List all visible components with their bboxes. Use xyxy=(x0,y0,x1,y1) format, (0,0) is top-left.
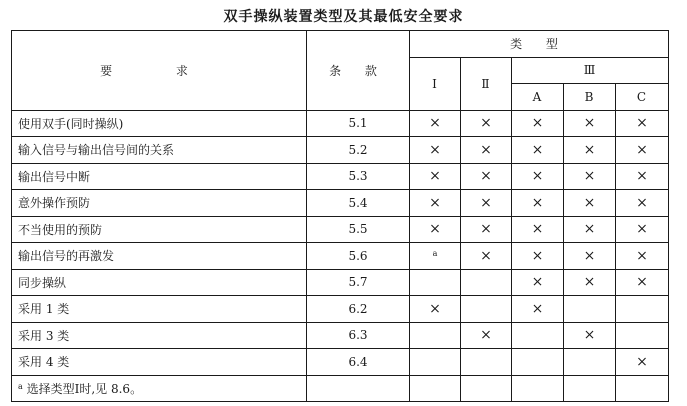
clause-cell: 6.3 xyxy=(307,322,410,349)
table-row xyxy=(12,137,669,164)
mark-cell-B xyxy=(564,349,616,376)
clause-cell: 5.1 xyxy=(307,110,410,137)
mark-cell-B: × xyxy=(564,322,616,349)
header-clause: 条 款 xyxy=(307,31,410,111)
mark-cell-B: × xyxy=(564,216,616,243)
footnote-empty-cell xyxy=(307,375,410,402)
requirements-table xyxy=(11,30,669,402)
header-type-III: Ⅲ xyxy=(512,57,669,84)
mark-cell-B: × xyxy=(564,269,616,296)
mark-cell-II xyxy=(461,269,512,296)
mark-cell-C: × xyxy=(616,110,669,137)
mark-cell-B: × xyxy=(564,243,616,270)
requirement-cell: 不当使用的预防 xyxy=(12,216,307,243)
requirement-cell: 采用 1 类 xyxy=(12,296,307,323)
table-row xyxy=(12,269,669,296)
table-row xyxy=(12,190,669,217)
mark-cell-C: × xyxy=(616,216,669,243)
requirement-cell: 使用双手(同时操纵) xyxy=(12,110,307,137)
table-row xyxy=(12,349,669,376)
clause-cell: 5.7 xyxy=(307,269,410,296)
mark-cell-A: × xyxy=(512,137,564,164)
mark-cell-II: × xyxy=(461,110,512,137)
mark-cell-C: × xyxy=(616,349,669,376)
requirement-cell: 输出信号的再激发 xyxy=(12,243,307,270)
footnote-row xyxy=(12,375,669,402)
requirement-cell: 采用 4 类 xyxy=(12,349,307,376)
requirement-cell: 输入信号与输出信号间的关系 xyxy=(12,137,307,164)
header-sub-C: C xyxy=(616,84,669,111)
mark-cell-B: × xyxy=(564,190,616,217)
footnote-cell xyxy=(12,375,307,402)
mark-cell-A: × xyxy=(512,216,564,243)
mark-cell-I xyxy=(410,349,461,376)
mark-cell-C: × xyxy=(616,269,669,296)
requirement-cell: 输出信号中断 xyxy=(12,163,307,190)
mark-cell-I: × xyxy=(410,163,461,190)
clause-cell: 5.4 xyxy=(307,190,410,217)
mark-cell-II xyxy=(461,349,512,376)
mark-cell-A: × xyxy=(512,269,564,296)
footnote-marker: a xyxy=(18,381,23,391)
header-row-1 xyxy=(12,31,669,58)
clause-cell: 5.3 xyxy=(307,163,410,190)
mark-cell-I: × xyxy=(410,110,461,137)
mark-cell-C: × xyxy=(616,243,669,270)
mark-cell-II: × xyxy=(461,243,512,270)
footnote-text: 选择类型Ⅰ时,见 8.6。 xyxy=(26,381,143,396)
mark-cell-I xyxy=(410,243,461,270)
requirement-cell: 采用 3 类 xyxy=(12,322,307,349)
header-sub-A: A xyxy=(512,84,564,111)
mark-cell-B xyxy=(564,296,616,323)
table-row xyxy=(12,216,669,243)
mark-cell-A: × xyxy=(512,163,564,190)
header-type-I: Ⅰ xyxy=(410,57,461,110)
mark-cell-A: × xyxy=(512,110,564,137)
mark-cell-C: × xyxy=(616,137,669,164)
mark-cell-I: × xyxy=(410,137,461,164)
mark-cell-I: × xyxy=(410,296,461,323)
mark-cell-I xyxy=(410,269,461,296)
mark-cell-C xyxy=(616,296,669,323)
mark-cell-C: × xyxy=(616,190,669,217)
header-type: 类 型 xyxy=(410,31,669,58)
mark-cell-II: × xyxy=(461,216,512,243)
clause-cell: 6.2 xyxy=(307,296,410,323)
clause-cell: 5.2 xyxy=(307,137,410,164)
mark-cell-I: × xyxy=(410,216,461,243)
table-row xyxy=(12,163,669,190)
mark-cell-A: × xyxy=(512,190,564,217)
requirement-cell: 同步操纵 xyxy=(12,269,307,296)
footnote-empty-cell xyxy=(564,375,616,402)
mark-cell-A: × xyxy=(512,296,564,323)
table-title: 双手操纵装置类型及其最低安全要求 xyxy=(223,9,464,25)
mark-cell-II: × xyxy=(461,190,512,217)
table-row xyxy=(12,296,669,323)
clause-cell: 5.6 xyxy=(307,243,410,270)
requirement-cell: 意外操作预防 xyxy=(12,190,307,217)
mark-cell-II: × xyxy=(461,322,512,349)
header-sub-B: B xyxy=(564,84,616,111)
table-row xyxy=(12,243,669,270)
mark-cell-I: × xyxy=(410,190,461,217)
mark-cell-A: × xyxy=(512,243,564,270)
footnote-empty-cell xyxy=(410,375,461,402)
footnote-empty-cell xyxy=(512,375,564,402)
mark-cell-A xyxy=(512,349,564,376)
mark-cell-A xyxy=(512,322,564,349)
header-requirement: 要 求 xyxy=(12,31,307,111)
table-row xyxy=(12,322,669,349)
clause-cell: 5.5 xyxy=(307,216,410,243)
footnote-ref-a: a xyxy=(432,248,438,258)
mark-cell-I xyxy=(410,322,461,349)
table-row xyxy=(12,110,669,137)
mark-cell-C: × xyxy=(616,163,669,190)
mark-cell-C xyxy=(616,322,669,349)
mark-cell-B: × xyxy=(564,110,616,137)
footnote-empty-cell xyxy=(616,375,669,402)
mark-cell-II: × xyxy=(461,163,512,190)
mark-cell-II xyxy=(461,296,512,323)
mark-cell-B: × xyxy=(564,137,616,164)
header-type-II: Ⅱ xyxy=(461,57,512,110)
mark-cell-B: × xyxy=(564,163,616,190)
footnote-empty-cell xyxy=(461,375,512,402)
clause-cell: 6.4 xyxy=(307,349,410,376)
mark-cell-II: × xyxy=(461,137,512,164)
